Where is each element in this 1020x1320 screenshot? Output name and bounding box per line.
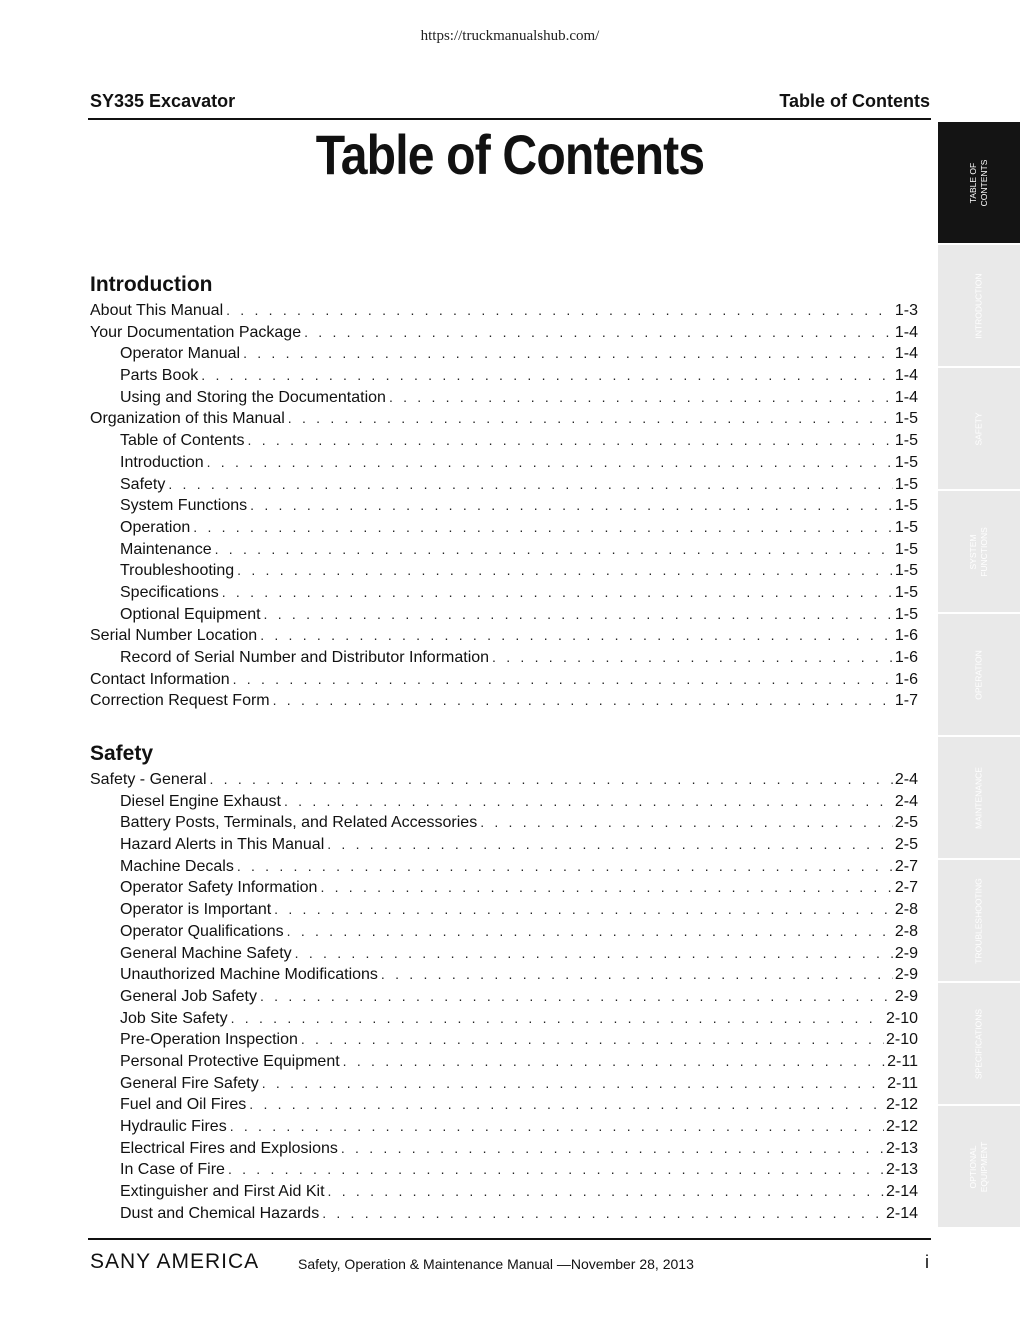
toc-dot-leader	[381, 964, 893, 986]
toc-entry[interactable]	[90, 1029, 918, 1051]
side-tab-label: MAINTENANCE	[973, 767, 984, 829]
side-tab-label: TROUBLESHOOTING	[973, 878, 984, 964]
toc-dot-leader	[328, 1181, 884, 1203]
toc-entry[interactable]	[90, 1008, 918, 1030]
toc-dot-leader	[295, 943, 893, 965]
header-section-title: Table of Contents	[779, 91, 930, 111]
toc-entry[interactable]	[90, 408, 918, 430]
toc-dot-leader	[250, 495, 893, 517]
toc-dot-leader	[288, 408, 893, 430]
source-url: https://truckmanualshub.com/	[420, 28, 600, 44]
toc-entry-title: Optional Equipment	[120, 605, 261, 623]
toc-entry[interactable]	[90, 495, 918, 517]
toc-entry[interactable]	[90, 856, 918, 878]
toc-entry[interactable]	[90, 943, 918, 965]
toc-dot-leader	[228, 1159, 884, 1181]
toc-entry[interactable]	[90, 452, 918, 474]
page-number: i	[925, 1252, 929, 1272]
toc-dot-leader	[343, 1051, 885, 1073]
header-rule	[88, 118, 931, 120]
toc-entry[interactable]	[90, 669, 918, 691]
toc-list	[90, 769, 918, 1224]
toc-entry[interactable]	[90, 1181, 918, 1203]
toc-entry-page: 1-5	[894, 605, 918, 623]
toc-entry-title: Your Documentation Package	[90, 323, 302, 341]
toc-entry-title: Maintenance	[120, 540, 212, 558]
toc-dot-leader	[248, 430, 893, 452]
toc-entry-page: 2-7	[894, 857, 918, 875]
toc-entry-page: 2-9	[894, 987, 918, 1005]
toc-entry-title: Operator Safety Information	[120, 879, 318, 897]
toc-dot-leader	[320, 877, 892, 899]
side-tab-optional-equipment[interactable]	[938, 1106, 1020, 1229]
toc-entry-title: Battery Posts, Terminals, and Related Accessories	[120, 814, 478, 832]
toc-dot-leader	[327, 834, 893, 856]
toc-entry-page: 1-6	[894, 649, 918, 666]
toc-entry-title: Dust and Chemical Hazards	[120, 1204, 320, 1222]
toc-entry-page: 2-14	[885, 1204, 918, 1222]
toc-entry-title: Diesel Engine Exhaust	[120, 792, 281, 810]
side-tab-troubleshooting[interactable]	[938, 860, 1020, 983]
toc-entry[interactable]	[90, 604, 918, 626]
toc-entry[interactable]	[90, 1138, 918, 1160]
toc-entry-page: 1-4	[894, 323, 918, 341]
toc-entry[interactable]	[90, 322, 918, 344]
toc-entry-page: 2-13	[885, 1161, 918, 1179]
toc-entry[interactable]	[90, 560, 918, 582]
toc-dot-leader	[389, 387, 893, 409]
toc-entry-page: 2-14	[885, 1183, 918, 1201]
toc-dot-leader	[492, 647, 893, 669]
toc-dot-leader	[249, 1094, 884, 1116]
toc-entry-page: 1-5	[894, 475, 918, 493]
toc-entry-title: Record of Serial Number and Distributor Information	[120, 649, 490, 666]
toc-entry-title: Pre-Operation Inspection	[120, 1031, 298, 1049]
toc-entry-title: Contact Information	[90, 670, 230, 688]
document-title: SY335 Excavator	[90, 91, 236, 111]
toc-dot-leader	[284, 791, 893, 813]
toc-entry-page: 1-6	[894, 627, 918, 645]
toc-entry-title: About This Manual	[90, 302, 224, 319]
toc-entry[interactable]	[90, 1159, 918, 1181]
toc-entry-page: 2-5	[894, 814, 918, 832]
toc-dot-leader	[233, 669, 893, 691]
toc-dot-leader	[193, 517, 893, 539]
toc-entry-page: 2-8	[894, 901, 918, 919]
toc-entry[interactable]	[90, 921, 918, 943]
toc-entry-title: Using and Storing the Documentation	[120, 388, 386, 406]
toc-entry-page: 1-5	[894, 562, 918, 580]
toc-entry-title: Hydraulic Fires	[120, 1118, 227, 1135]
side-tab-label: INTRODUCTION	[973, 273, 984, 339]
toc-entry-title: Safety - General	[90, 771, 207, 788]
footer-text: Safety, Operation & Maintenance Manual —November 28, 2013	[298, 1256, 694, 1272]
toc-entry-page: 2-13	[885, 1139, 918, 1157]
toc-entry[interactable]	[90, 539, 918, 561]
toc-entry[interactable]	[90, 812, 918, 834]
toc-entry-title: Table of Contents	[120, 432, 245, 450]
toc-entry-page: 2-4	[894, 792, 918, 810]
toc-dot-leader	[237, 856, 893, 878]
toc-entry[interactable]	[90, 899, 918, 921]
toc-entry-title: Operation	[120, 518, 191, 536]
toc-entry-title: System Functions	[120, 497, 248, 515]
toc-entry-title: Extinguisher and First Aid Kit	[120, 1183, 325, 1201]
toc-entry-page: 1-5	[894, 583, 918, 601]
toc-entry-title: Parts Book	[120, 367, 199, 385]
toc-entry[interactable]	[90, 1116, 918, 1138]
toc-entry-page: 1-4	[894, 345, 918, 363]
toc-dot-leader	[322, 1203, 884, 1225]
toc-entry[interactable]	[90, 769, 918, 791]
toc-entry[interactable]	[90, 964, 918, 986]
toc-entry[interactable]	[90, 1051, 918, 1073]
toc-dot-leader	[207, 452, 893, 474]
toc-entry[interactable]	[90, 834, 918, 856]
toc-entry[interactable]	[90, 791, 918, 813]
toc-entry-title: Job Site Safety	[120, 1009, 228, 1027]
toc-dot-leader	[260, 625, 893, 647]
toc-entry-title: Machine Decals	[120, 857, 234, 875]
toc-entry-title: Operator is Important	[120, 901, 272, 919]
toc-entry-page: 2-12	[885, 1096, 918, 1114]
side-tab-label: SYSTEM FUNCTIONS	[968, 527, 989, 577]
toc-entry-page: 1-5	[894, 453, 918, 471]
toc-entry-title: Hazard Alerts in This Manual	[120, 836, 325, 854]
toc-entry[interactable]	[90, 986, 918, 1008]
side-tab-table-of-contents[interactable]	[938, 122, 1020, 245]
toc-entry-title: In Case of Fire	[120, 1161, 225, 1179]
toc-entry-page: 1-6	[894, 670, 918, 688]
toc-entry-title: Electrical Fires and Explosions	[120, 1139, 338, 1157]
toc-entry-page: 2-10	[885, 1031, 918, 1049]
toc-entry-title: Correction Request Form	[90, 692, 270, 710]
toc-dot-leader	[260, 986, 893, 1008]
toc-entry[interactable]	[90, 625, 918, 647]
toc-entry-page: 1-4	[894, 367, 918, 385]
side-tab-label: OPTIONAL EQUIPMENT	[968, 1141, 989, 1193]
toc-dot-leader	[264, 604, 893, 626]
toc-section-introduction	[90, 270, 918, 712]
toc-entry-title: Serial Number Location	[90, 627, 258, 645]
toc-dot-leader	[231, 1008, 884, 1030]
side-tab-operation[interactable]	[938, 614, 1020, 737]
page-title: Table of Contents	[315, 123, 705, 186]
toc-entry-title: Introduction	[120, 453, 204, 471]
toc-dot-leader	[243, 343, 893, 365]
toc-entry-title: Operator Manual	[120, 345, 241, 363]
footer-rule	[88, 1238, 931, 1240]
toc-dot-leader	[168, 474, 893, 496]
side-tab-label: SAFETY	[973, 412, 984, 446]
toc-dot-leader	[304, 322, 893, 344]
toc-entry-page: 2-11	[887, 1074, 918, 1092]
toc-entry-page: 2-5	[894, 836, 918, 854]
toc-list	[90, 300, 918, 712]
toc-entry-title: Unauthorized Machine Modifications	[120, 966, 378, 984]
toc-entry-page: 2-12	[885, 1118, 918, 1135]
toc-entry-page: 2-10	[885, 1009, 918, 1027]
toc-dot-leader	[222, 582, 893, 604]
toc-entry-page: 2-11	[887, 1052, 918, 1070]
toc-entry[interactable]	[90, 387, 918, 409]
toc-entry[interactable]	[90, 1094, 918, 1116]
toc-entry[interactable]	[90, 877, 918, 899]
toc-dot-leader	[201, 365, 893, 387]
toc-entry-page: 1-4	[894, 388, 918, 406]
toc-entry-title: Operator Qualifications	[120, 922, 284, 940]
side-tab-label: SPECIFICATIONS	[973, 1008, 984, 1080]
toc-entry-page: 1-5	[894, 540, 918, 558]
toc-dot-leader	[210, 769, 893, 791]
toc-entry-title: Fuel and Oil Fires	[120, 1096, 247, 1114]
toc-entry-page: 2-8	[894, 922, 918, 940]
toc-entry-page: 2-7	[894, 879, 918, 897]
toc-entry-title: General Machine Safety	[120, 944, 292, 962]
toc-entry-page: 2-9	[894, 944, 918, 962]
toc-section-heading: Introduction	[90, 273, 213, 296]
toc-entry[interactable]	[90, 1203, 918, 1225]
side-tab-system-functions[interactable]	[938, 491, 1020, 614]
toc-entry-title: Specifications	[120, 583, 219, 601]
side-tab-introduction[interactable]	[938, 245, 1020, 368]
toc-dot-leader	[480, 812, 893, 834]
toc-entry[interactable]	[90, 474, 918, 496]
toc-entry-page: 1-7	[894, 692, 918, 710]
toc-dot-leader	[230, 1116, 884, 1138]
toc-section-heading: Safety	[90, 742, 154, 765]
toc-entry[interactable]	[90, 690, 918, 712]
toc-dot-leader	[287, 921, 893, 943]
toc-dot-leader	[341, 1138, 884, 1160]
toc-entry-page: 1-5	[894, 518, 918, 536]
toc-dot-leader	[226, 300, 893, 322]
toc-dot-leader	[215, 539, 893, 561]
section-tabs	[938, 122, 1020, 1229]
toc-entry-page: 2-9	[894, 966, 918, 984]
toc-entry-title: General Job Safety	[120, 987, 257, 1005]
toc-entry-page: 1-3	[894, 302, 918, 319]
toc-entry[interactable]	[90, 365, 918, 387]
side-tab-specifications[interactable]	[938, 983, 1020, 1106]
toc-dot-leader	[301, 1029, 884, 1051]
toc-entry[interactable]	[90, 517, 918, 539]
toc-entry-title: Safety	[120, 475, 166, 493]
brand-logo: SANY AMERICA	[90, 1250, 260, 1273]
side-tab-maintenance[interactable]	[938, 737, 1020, 860]
toc-entry[interactable]	[90, 343, 918, 365]
toc-dot-leader	[237, 560, 893, 582]
toc-dot-leader	[262, 1073, 885, 1095]
toc-entry-page: 1-5	[894, 497, 918, 515]
toc-entry-page: 2-4	[894, 771, 918, 788]
toc-entry-title: General Fire Safety	[120, 1074, 259, 1092]
toc-entry-page: 1-5	[894, 432, 918, 450]
toc-entry[interactable]	[90, 1073, 918, 1095]
toc-entry[interactable]	[90, 647, 918, 669]
toc-dot-leader	[274, 899, 893, 921]
toc-entry-page: 1-5	[894, 410, 918, 428]
toc-entry-title: Organization of this Manual	[90, 410, 285, 428]
side-tab-safety[interactable]	[938, 368, 1020, 491]
side-tab-label: OPERATION	[973, 650, 984, 700]
toc-dot-leader	[273, 690, 893, 712]
side-tab-label: TABLE OF CONTENTS	[968, 159, 989, 207]
toc-entry-title: Personal Protective Equipment	[120, 1052, 340, 1070]
toc-entry-title: Troubleshooting	[120, 562, 235, 580]
toc-entry[interactable]	[90, 430, 918, 452]
toc-entry[interactable]	[90, 300, 918, 322]
toc-section-safety	[90, 739, 918, 1224]
toc-entry[interactable]	[90, 582, 918, 604]
